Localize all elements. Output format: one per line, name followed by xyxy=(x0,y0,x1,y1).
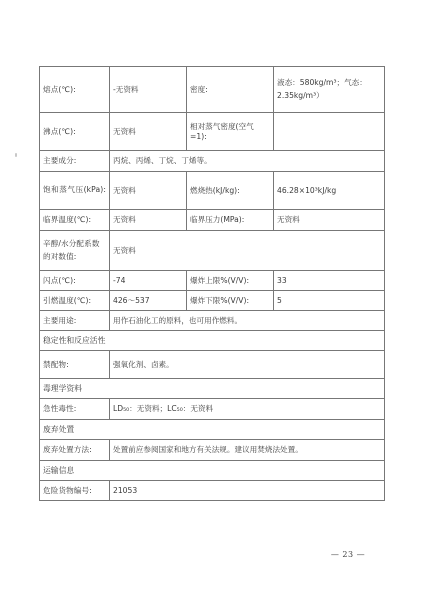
critical-pressure-value: 无资料 xyxy=(274,210,385,231)
section-header-stability: 稳定性和反应活性 xyxy=(40,331,385,351)
table-row xyxy=(40,67,385,113)
section-header-transport: 运输信息 xyxy=(40,461,385,481)
lower-explosive-label: 爆炸下限%(V/V): xyxy=(187,291,274,311)
flash-point-value: -74 xyxy=(110,271,187,291)
dangerous-goods-no-value: 21053 xyxy=(110,481,385,501)
ignition-temp-value: 426～537 xyxy=(110,291,187,311)
table-row xyxy=(40,331,385,351)
partition-coef-label: 辛醇/水分配系数的对数值: xyxy=(40,231,110,271)
table-row xyxy=(40,440,385,461)
main-components-value: 丙烷、丙烯、丁烷、丁烯等。 xyxy=(110,151,385,172)
flash-point-label: 闪点(℃): xyxy=(40,271,110,291)
ignition-temp-label: 引燃温度(℃): xyxy=(40,291,110,311)
melting-point-value: -无资料 xyxy=(110,67,187,113)
table-row xyxy=(40,231,385,271)
table-row xyxy=(40,461,385,481)
upper-explosive-label: 爆炸上限%(V/V): xyxy=(187,271,274,291)
table-row xyxy=(40,351,385,379)
table-row xyxy=(40,172,385,210)
dangerous-goods-no-label: 危险货物编号: xyxy=(40,481,110,501)
lower-explosive-value: 5 xyxy=(274,291,385,311)
vapor-density-label: 相对蒸气密度(空气=1): xyxy=(187,113,274,151)
boiling-point-value: 无资料 xyxy=(110,113,187,151)
acute-toxicity-value: LD₅₀：无资料；LC₅₀：无资料 xyxy=(110,399,385,420)
main-use-label: 主要用途: xyxy=(40,311,110,331)
table-row xyxy=(40,379,385,399)
melting-point-label: 熔点(℃): xyxy=(40,67,110,113)
vapor-density-value xyxy=(274,113,385,151)
section-header-disposal: 废弃处置 xyxy=(40,420,385,440)
vapor-pressure-value: 无资料 xyxy=(110,172,187,210)
table-row xyxy=(40,271,385,291)
table-row xyxy=(40,113,385,151)
partition-coef-value: 无资料 xyxy=(110,231,385,271)
property-table xyxy=(39,66,385,501)
boiling-point-label: 沸点(℃): xyxy=(40,113,110,151)
critical-temp-value: 无资料 xyxy=(110,210,187,231)
section-header-toxicology: 毒理学资料 xyxy=(40,379,385,399)
page-number: — 23 — xyxy=(330,550,366,559)
table-row xyxy=(40,291,385,311)
disposal-method-label: 废弃处置方法: xyxy=(40,440,110,461)
margin-mark xyxy=(15,153,17,157)
table-row xyxy=(40,420,385,440)
density-value: 液态：580kg/m³；气态：2.35kg/m³） xyxy=(274,67,385,113)
acute-toxicity-label: 急性毒性: xyxy=(40,399,110,420)
table-row xyxy=(40,481,385,501)
table-row xyxy=(40,210,385,231)
disposal-method-value: 处置前应参阅国家和地方有关法规。建议用焚烧法处置。 xyxy=(110,440,385,461)
main-components-label: 主要成分: xyxy=(40,151,110,172)
density-label: 密度: xyxy=(187,67,274,113)
table-row xyxy=(40,311,385,331)
heat-of-combustion-value: 46.28×10³kJ/kg xyxy=(274,172,385,210)
table-row xyxy=(40,151,385,172)
main-use-value: 用作石油化工的原料，也可用作燃料。 xyxy=(110,311,385,331)
upper-explosive-value: 33 xyxy=(274,271,385,291)
critical-temp-label: 临界温度(℃): xyxy=(40,210,110,231)
incompatibles-value: 强氧化剂、卤素。 xyxy=(110,351,385,379)
vapor-pressure-label: 饱和蒸气压(kPa): xyxy=(40,172,110,210)
table-row xyxy=(40,399,385,420)
incompatibles-label: 禁配物: xyxy=(40,351,110,379)
critical-pressure-label: 临界压力(MPa): xyxy=(187,210,274,231)
heat-of-combustion-label: 燃烧热(kJ/kg): xyxy=(187,172,274,210)
